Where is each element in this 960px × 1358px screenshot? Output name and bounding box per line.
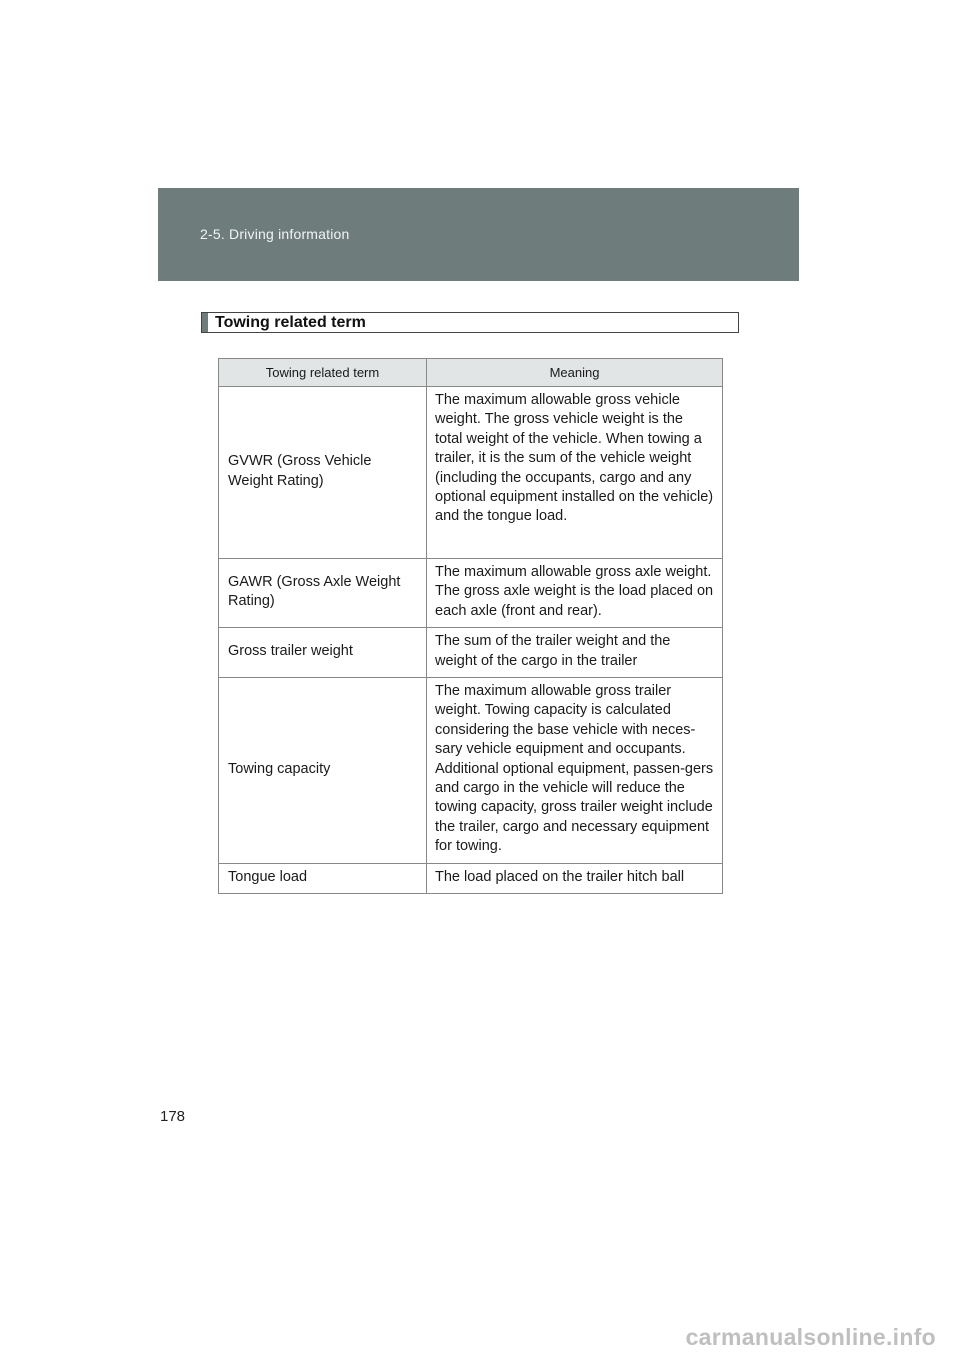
page-number: 178	[160, 1108, 186, 1125]
term-cell: GVWR (Gross Vehicle Weight Rating)	[219, 387, 427, 559]
meaning-cell: The maximum allowable gross vehicle weight. The gross vehicle weight is the total weight of the vehicle. When towing a trailer, it is the sum of the vehicle weight (including the occupants, cargo and any optional equipment installed on the vehicle) and the tongue load.	[427, 387, 723, 559]
table-row	[219, 628, 723, 678]
meaning-cell: The maximum allowable gross axle weight. The gross axle weight is the load placed on each axle (front and rear).	[427, 559, 723, 628]
watermark: carmanualsonline.info	[685, 1324, 936, 1350]
table-row	[219, 863, 723, 893]
table-row	[219, 559, 723, 628]
term-cell: Towing capacity	[219, 678, 427, 864]
table-header-row	[219, 359, 723, 387]
meaning-cell: The load placed on the trailer hitch ball	[427, 863, 723, 893]
meaning-cell: The maximum allowable gross trailer weight. Towing capacity is calculated considering the base vehicle with neces-sary vehicle equipment and occupants. Additional optional equipment, passen-gers and cargo in the vehicle will reduce the towing capacity, gross trailer weight include the trailer, cargo and necessary equipment for towing.	[427, 678, 723, 864]
table-row	[219, 678, 723, 864]
section-header-band	[158, 188, 799, 281]
section-label: 2-5. Driving information	[200, 226, 350, 242]
subsection-heading	[201, 312, 739, 333]
meaning-cell: The sum of the trailer weight and the weight of the cargo in the trailer	[427, 628, 723, 678]
term-cell: GAWR (Gross Axle Weight Rating)	[219, 559, 427, 628]
subsection-title: Towing related term	[215, 314, 366, 331]
table-row	[219, 387, 723, 559]
column-header-meaning: Meaning	[427, 359, 723, 387]
term-cell: Tongue load	[219, 863, 427, 893]
term-cell: Gross trailer weight	[219, 628, 427, 678]
towing-terms-table	[218, 358, 723, 894]
heading-accent-bar	[202, 313, 208, 332]
column-header-term: Towing related term	[219, 359, 427, 387]
